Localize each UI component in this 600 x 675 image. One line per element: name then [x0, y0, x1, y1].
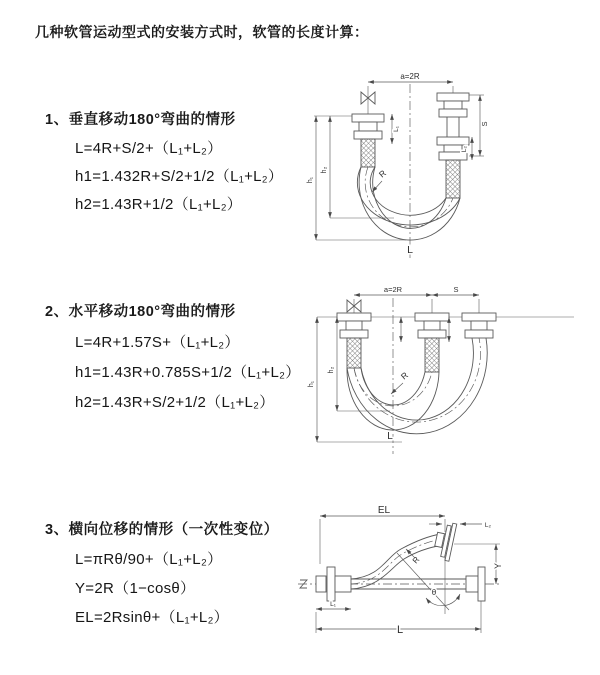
section-1-formula-h1: h1=1.432R+S/2+1/2（L₁+L₂）	[75, 168, 284, 185]
right-flange-assembly	[466, 567, 485, 601]
dim-label-l: L	[387, 431, 393, 442]
s-dimension	[461, 95, 489, 160]
section-3-formula-EL: EL=2Rsinθ+（L₁+L₂）	[75, 609, 229, 626]
dim-label-h2: h₂	[328, 366, 335, 374]
vertical-180-bend-diagram	[306, 66, 598, 262]
dim-label-l1: L₁	[393, 126, 400, 132]
dim-label-a2r: a=2R	[383, 285, 403, 294]
dim-label-el: EL	[377, 505, 391, 516]
right-pipe-assembly	[462, 313, 496, 338]
hose-arcs	[347, 338, 487, 434]
l-dimension	[316, 601, 481, 636]
left-pipe-assembly	[352, 114, 384, 167]
left-pipe-assembly	[337, 313, 371, 368]
section-1-formula-L: L=4R+S/2+（L₁+L₂）	[75, 140, 223, 157]
dim-label-s: S	[480, 121, 489, 127]
lateral-displacement-diagram	[296, 502, 600, 648]
l1-dimension	[316, 601, 351, 609]
dim-label-a2r: a=2R	[400, 72, 420, 81]
dim-label-r: R	[376, 167, 388, 180]
section-3-formula-Y: Y=2R（1−cosθ）	[75, 580, 196, 597]
section-2-heading: 2、水平移动180°弯曲的情形	[45, 304, 236, 320]
left-flange-assembly	[316, 567, 351, 601]
right-pipe-assembly	[437, 93, 469, 198]
dim-label-s: S	[453, 285, 459, 294]
dim-label-h1: h₁	[308, 380, 315, 388]
section-3-heading: 3、横向位移的情形（一次性变位）	[45, 522, 279, 538]
dim-label-h2: h₂	[321, 166, 328, 174]
middle-pipe-assembly	[415, 313, 449, 372]
dim-label-r: R	[410, 555, 422, 566]
page-title: 几种软管运动型式的安装方式时，软管的长度计算：	[35, 24, 369, 40]
dim-label-y: Y	[493, 562, 503, 570]
el-dimension	[320, 505, 445, 564]
dim-label-h1: h₁	[307, 176, 314, 184]
dim-label-l2: L₂	[461, 145, 468, 153]
dim-label-l: L	[407, 244, 413, 256]
radius-leader	[391, 370, 410, 394]
horizontal-180-bend-diagram	[302, 276, 600, 462]
top-dimension	[354, 285, 479, 313]
l2-dimension	[429, 522, 492, 529]
section-1-formula-h2: h2=1.43R+1/2（L₁+L₂）	[75, 196, 243, 213]
upper-flange-assembly	[432, 521, 457, 562]
section-2-formula-h1: h1=1.43R+0.785S+1/2（L₁+L₂）	[75, 364, 301, 381]
section-2-formula-L: L=4R+1.57S+（L₁+L₂）	[75, 334, 240, 351]
section-2-formula-h2: h2=1.43R+S/2+1/2（L₁+L₂）	[75, 394, 275, 411]
dim-label-r: R	[398, 369, 410, 382]
dim-label-theta: θ	[431, 588, 437, 597]
angle-construction	[397, 553, 460, 614]
l1-dimension	[392, 114, 400, 144]
section-3-formula-L: L=πRθ/90+（L₁+L₂）	[75, 551, 223, 568]
dim-label-l: L	[396, 624, 404, 636]
dim-label-l2: L₂	[484, 522, 492, 529]
hose-arcs	[357, 167, 460, 240]
dim-label-l1: L₁	[330, 601, 336, 608]
section-1-heading: 1、垂直移动180°弯曲的情形	[45, 112, 236, 128]
radius-leader	[372, 168, 388, 192]
